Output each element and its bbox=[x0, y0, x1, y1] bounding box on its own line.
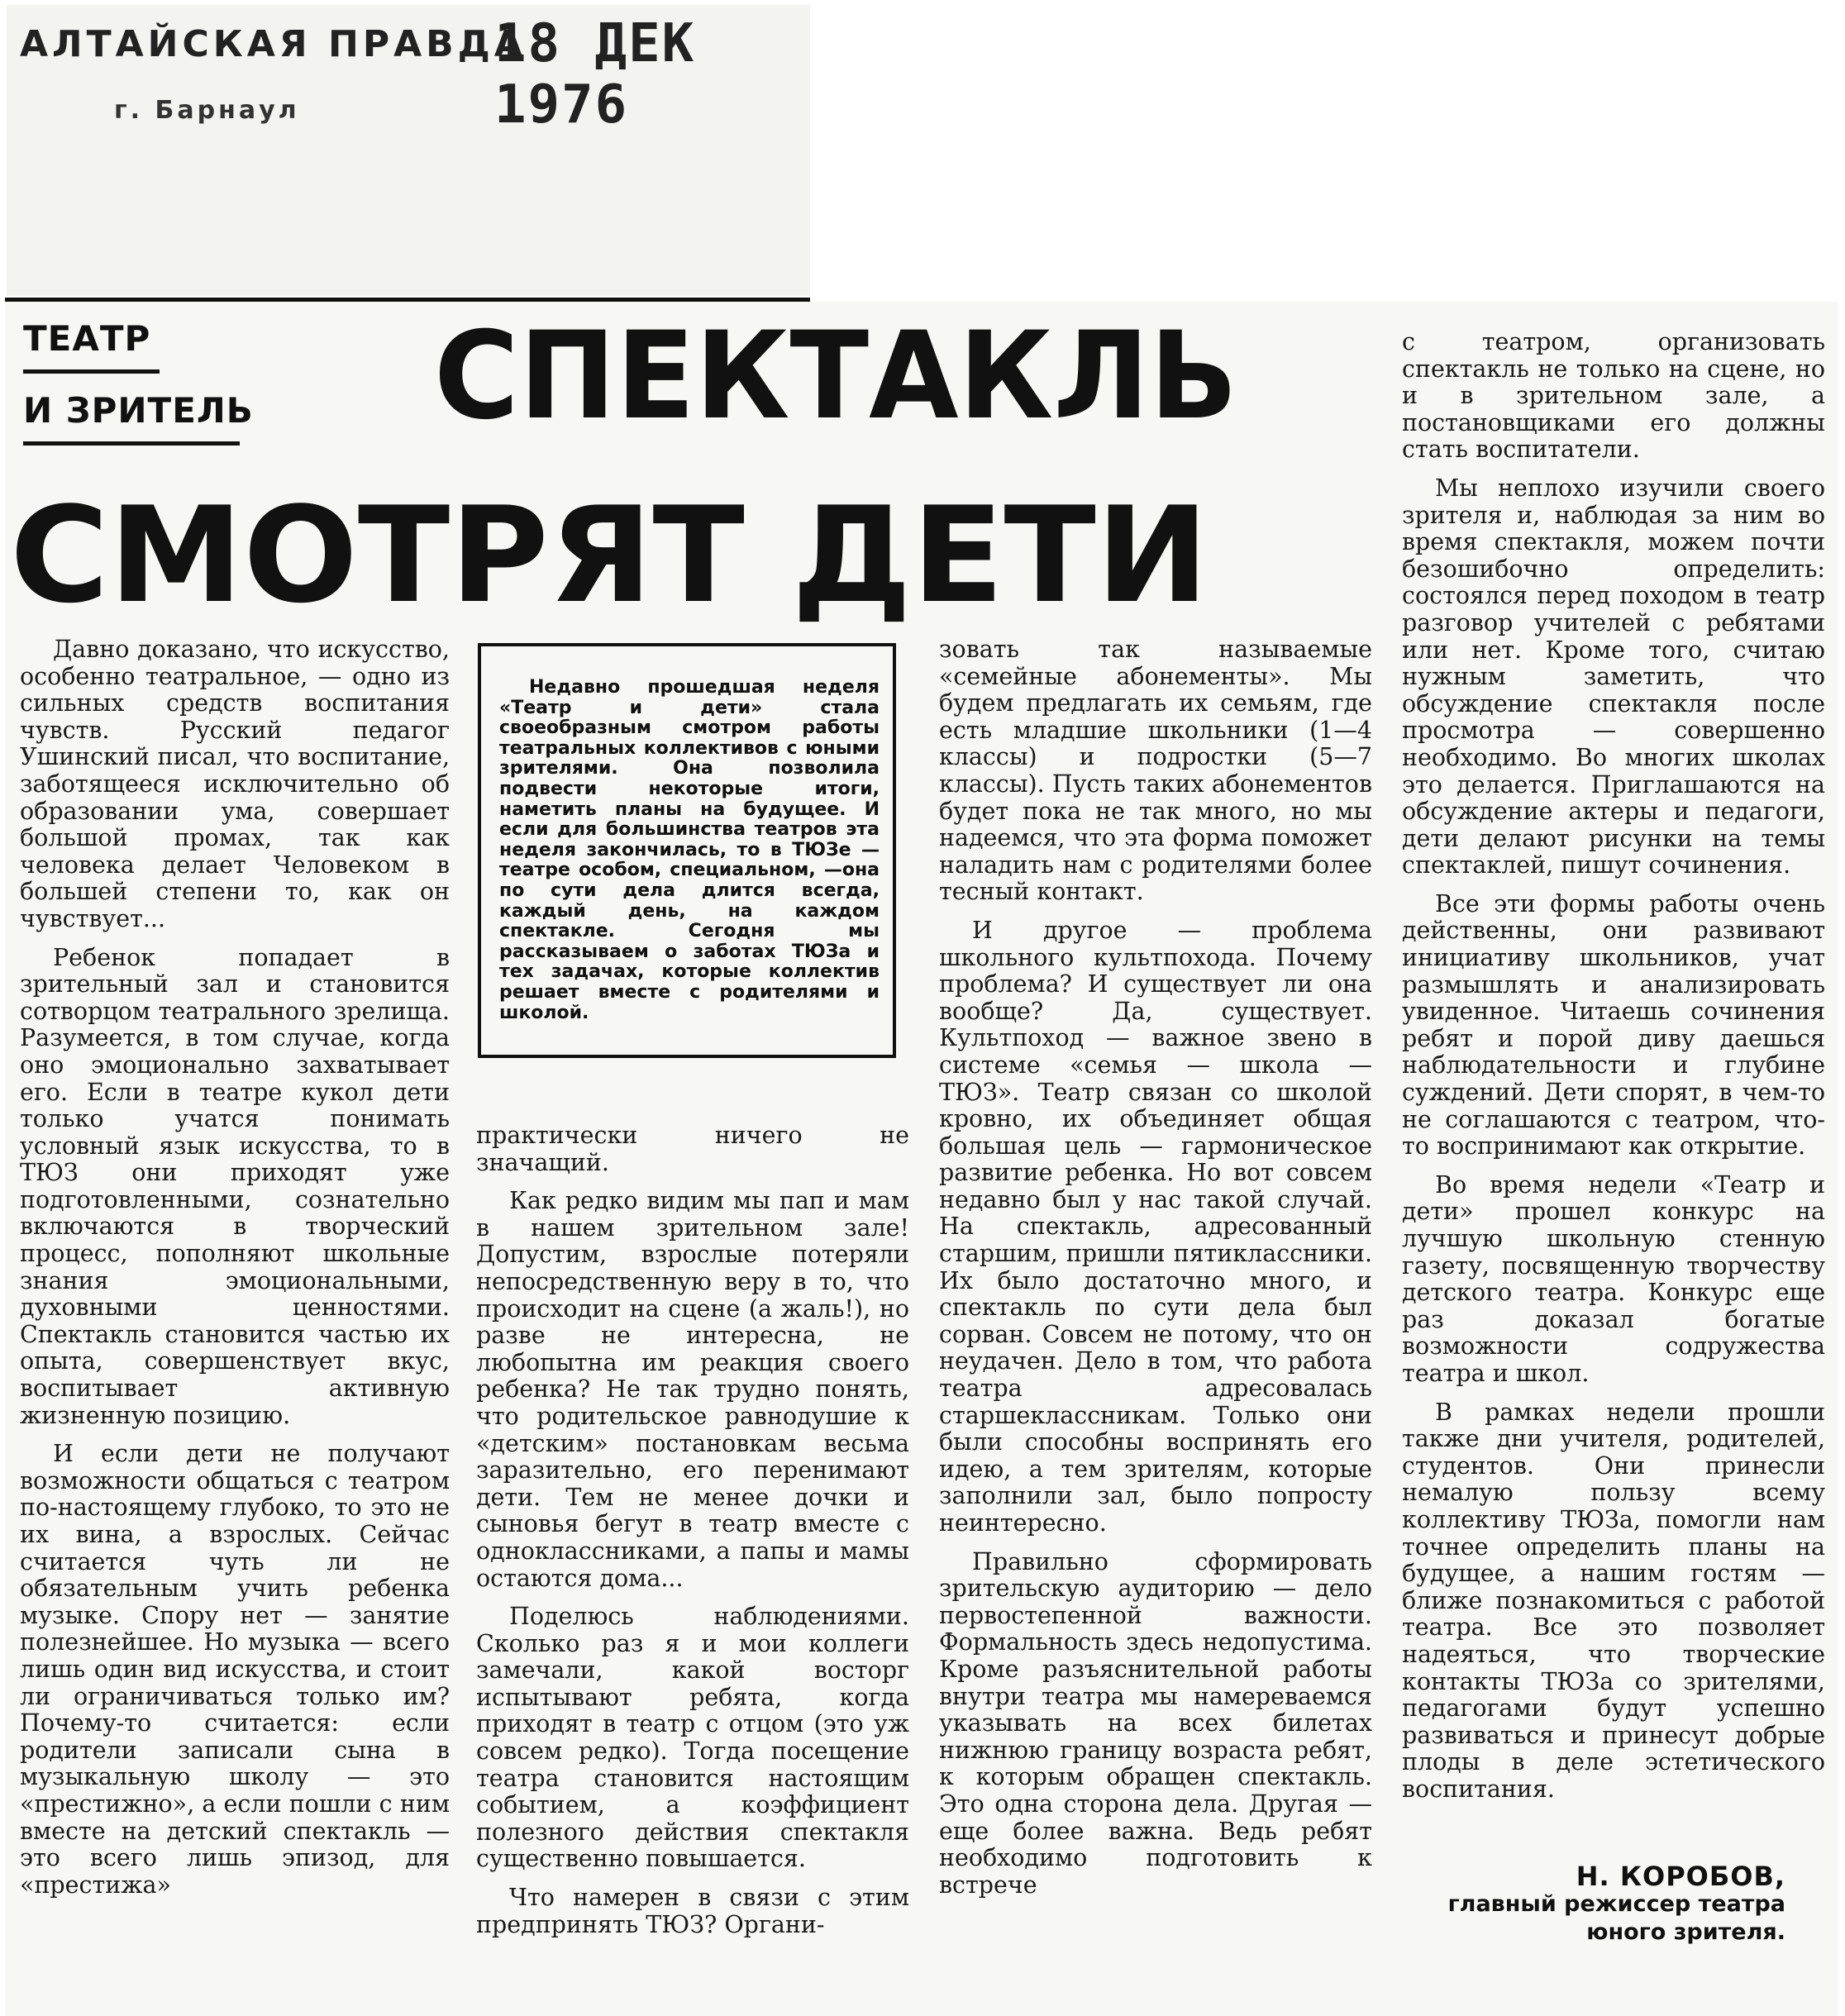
paragraph: Давно доказано, что искусство, особенно театральное, — одно из сильных средств воспитания чувств. Русский педагог Ушинский писал, что воспитание, заботящееся исключительно об образовании ума, совершает большой промах, так как человека делает Человеком в большей степени то, как он чувствует... bbox=[20, 636, 450, 932]
paragraph: В рамках недели прошли также дни учителя, родителей, студентов. Они принесли немалую пользу всему коллективу ТЮЗа, помогли нам точнее определить планы на будущее, а нашим гостям — ближе познакомиться с работой театра. Все это позволяет надеяться, что творческие контакты ТЮЗа со зрителями, педагогами будут успешно развиваться и принесут добрые плоды в деле эстетического воспитания. bbox=[1402, 1398, 1825, 1803]
headline-line-1: СПЕКТАКЛЬ bbox=[434, 306, 1238, 446]
lead-box bbox=[478, 643, 896, 1058]
paragraph: И другое — проблема школьного культпохода. Почему проблема? И существует ли она вообще? Да, существует. Культпоход — важное звено в системе «семья — школа — ТЮЗ». Театр связан со школой кровно, их объединяет общая большая цель — гармоническое развитие ребенка. Но вот совсем недавно был у нас такой случай. На спектакль, адресованный старшим, пришли пятиклассники. Их было достаточно много, и спектакль по сути дела был сорван. Совсем не потому, что он неудачен. Дело в том, что работа театра адресовалась старшеклассникам. Только они были способны воспринять его идею, а тем зрителям, которые заполнили зал, было попросту неинтересно. bbox=[939, 916, 1372, 1537]
paragraph: Во время недели «Театр и дети» прошел конкурс на лучшую школьную стенную газету, посвященную творчеству детского театра. Конкурс еще раз доказал богатые возможности содружества театра и школ. bbox=[1402, 1170, 1825, 1387]
newspaper-name: АЛТАЙСКАЯ ПРАВДА bbox=[20, 23, 527, 65]
author-name: Н. КОРОБОВ, bbox=[1576, 1861, 1785, 1892]
paragraph: Поделюсь наблюдениями. Сколько раз я и мои коллеги замечали, какой восторг испытывают ребята, когда приходят в театр с отцом (это уж совсем редко). Тогда посещение театра становится настоящим событием, а коэффициент полезного действия спектакля существенно повышается. bbox=[476, 1603, 909, 1873]
paragraph: Как редко видим мы пап и мам в нашем зрительном зале! Допустим, взрослые потеряли непосредственную веру в то, что происходит на сцене (а жаль!), но разве не интересна, не любопытна им реакция своего ребенка? Не так трудно понять, что родительское равнодушие к «детским» постановкам весьма заразительно, его перенимают дети. Тем не менее дочки и сыновья бегут в театр вместе с одноклассниками, а папы и мамы остаются дома... bbox=[476, 1187, 909, 1592]
article-column-4 bbox=[1402, 329, 1825, 1814]
paragraph: И если дети не получают возможности общаться с театром по-настоящему глубоко, то это не их вина, а взрослых. Сейчас считается чуть ли не обязательным учить ребенка музыке. Спору нет — занятие полезнейшее. Но музыка — всего лишь один вид искусства, и стоит ли ограничиваться только им? Почему-то считается: если родители записали сына в музыкальную школу — это «престижно», а если пошли с ним вместе на детский спектакль — это всего лишь эпизод, для «престижа» bbox=[20, 1440, 450, 1899]
paragraph: Мы неплохо изучили своего зрителя и, наблюдая за ним во время спектакля, можем почти безошибочно определить: состоялся перед походом в театр разговор учителей с ребятами или нет. Кроме того, считаю нужным заметить, что обсуждение спектакля после просмотра — совершенно необходимо. Во многих школах это делается. Приглашаются на обсуждение актеры и педагоги, дети делают рисунки на темы спектаклей, пишут сочинения. bbox=[1402, 474, 1825, 879]
rubric-line-1: ТЕАТР bbox=[23, 318, 151, 359]
lead-text: Недавно прошедшая неделя «Театр и дети» стала своеобразным смотром работы театральных коллективов с юными зрителями. Она позволила подвести некоторые итоги, наметить планы на будущее. И если для большинства театров эта неделя закончилась, то в ТЮЗе — театре особом, специальном, —она по сути дела длится всегда, каждый день, на каждом спектакле. Сегодня мы рассказываем о заботах ТЮЗа и тех задачах, которые коллектив решает вместе с родителями и школой. bbox=[499, 677, 880, 1023]
stamp-date: 18 ДЕК 1976 bbox=[494, 13, 696, 136]
paragraph: Правильно сформировать зрительскую аудиторию — дело первостепенной важности. Формальность здесь недопустима. Кроме разъяснительной работы внутри театра мы намереваемся указывать на всех билетах нижнюю границу возраста ребят, к которым обращен спектакль. Это одна сторона дела. Другая — еще более важна. Ведь ребят необходимо подготовить к встрече bbox=[939, 1547, 1372, 1899]
headline-line-2: СМОТРЯТ ДЕТИ bbox=[10, 478, 1209, 632]
paragraph: Ребенок попадает в зрительный зал и становится сотворцом театрального зрелища. Разумеется, в том случае, когда оно эмоционально захватывает его. Если в театре кукол дети только учатся понимать условный язык искусства, то в ТЮЗ они приходят уже подготовленными, сознательно включаются в творческий процесс, пополняют школьные знания эмоциональными, духовными ценностями. Спектакль становится частью их опыта, совершенствует вкус, воспитывает активную жизненную позицию. bbox=[20, 943, 450, 1429]
paragraph: Все эти формы работы очень действенны, они развивают инициативу школьников, учат размышлять и анализировать увиденное. Читаешь сочинения ребят и порой диву даешься наблюдательности и глубине суждений. Дети спорят, в чем-то не соглашаются с театром, что-то воспринимают как открытие. bbox=[1402, 889, 1825, 1161]
paragraph: зовать так называемые «семейные абонементы». Мы будем предлагать их семьям, где есть младшие школьники (1—4 классы) и подростки (5—7 классы). Пусть таких абонементов будет пока не так много, но мы надеемся, что эта форма поможет наладить нам с родителями более тесный контакт. bbox=[939, 636, 1372, 906]
newspaper-city: г. Барнаул bbox=[114, 96, 300, 125]
paragraph: практически ничего не значащий. bbox=[476, 1122, 909, 1176]
rubric-rule-2 bbox=[23, 441, 240, 446]
rubric-rule-1 bbox=[23, 369, 160, 374]
article-column-2 bbox=[476, 1122, 909, 1950]
article-column-1 bbox=[20, 636, 450, 1910]
masthead-stamp bbox=[7, 5, 810, 296]
author-position: главный режиссер театра юного зрителя. bbox=[1447, 1891, 1785, 1945]
paragraph: Что намерен в связи с этим предпринять ТЮЗ? Органи- bbox=[476, 1884, 909, 1938]
paragraph: с театром, организовать спектакль не только на сцене, но и в зрительном зале, а постановщиками его должны стать воспитатели. bbox=[1402, 328, 1825, 464]
article-column-3 bbox=[939, 636, 1372, 1910]
author-signature bbox=[1405, 1862, 1785, 1947]
rubric-line-2: И ЗРИТЕЛЬ bbox=[23, 390, 254, 431]
